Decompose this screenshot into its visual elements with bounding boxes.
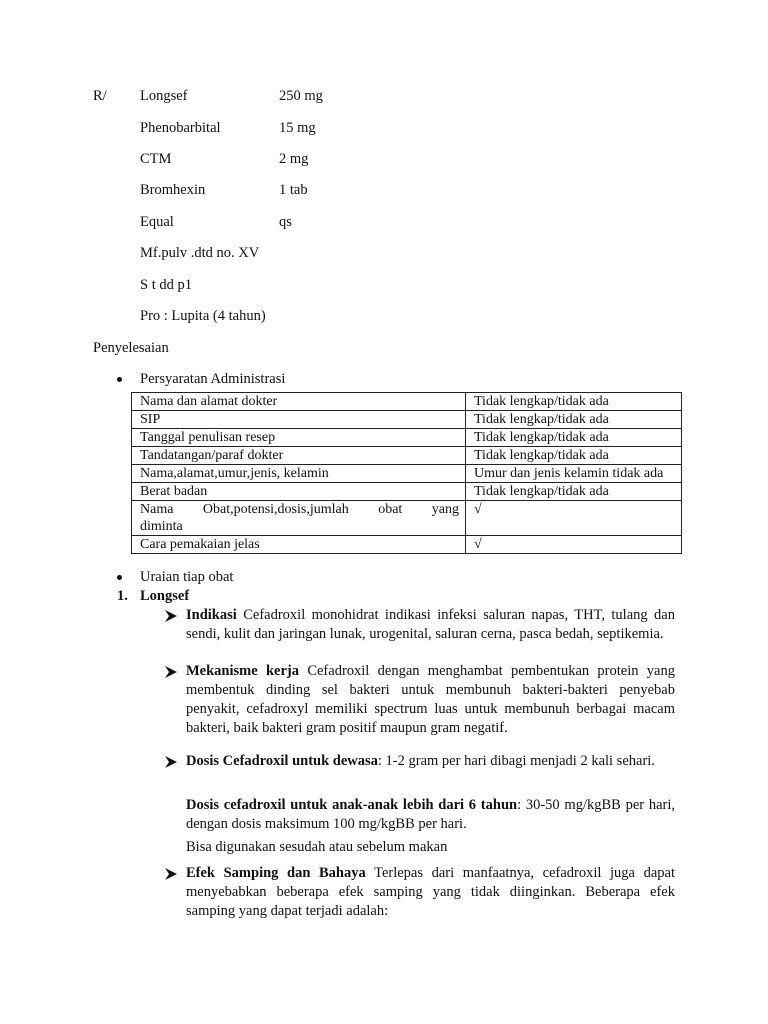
rx-item-dose: 250 mg [279,88,323,104]
rx-item-dose: 2 mg [279,151,309,167]
admin-requirements-table [131,392,682,554]
rx-patient: Pro : Lupita (4 tahun) [140,308,266,324]
table-cell-status: √ [466,536,682,554]
efek-samping-text: Terlepas dari manfaatnya, cefadroxil juga dapat menyebabkan beberapa efek samping yang tidak diinginkan. Beberapa efek samping yang dapat terjadi adalah: [186,865,675,919]
drug-section-title: Uraian tiap obat [140,569,234,585]
table-cell-item: Berat badan [132,483,466,501]
arrowhead-bullet-icon [164,755,178,769]
table-row [132,483,682,501]
arrowhead-bullet-icon [164,867,178,881]
table-cell-item: Nama dan alamat dokter [132,393,466,411]
rx-item-name: Bromhexin [140,182,206,198]
rx-item-name: CTM [140,151,172,167]
table-row [132,501,682,536]
rx-symbol: R/ [93,88,107,104]
table-cell-item: SIP [132,411,466,429]
indikasi-text: Cefadroxil monohidrat indikasi infeksi saluran napas, THT, tulang dan sendi, kulit dan jaringan lunak, urogenital, saluran cerna, pasca bedah, septikemia. [186,607,675,642]
dosis-anak-paragraph [186,796,675,834]
rx-item-dose: 15 mg [279,120,316,136]
table-cell-item-line: Nama Obat,potensi,dosis,jumlah obat yang [140,502,459,517]
rx-item-name: Longsef [140,88,188,104]
table-cell-item: Nama,alamat,umur,jenis, kelamin [132,465,466,483]
section-heading: Penyelesaian [93,340,169,356]
mekanisme-text: Cefadroxil dengan menghambat pembentukan protein yang membentuk dinding sel bakteri untuk membunuh bakteri-bakteri penyebab penyakit, cefadroxyl memiliki spectrum luas untuk membunuh berbagai macam bakteri, baik bakteri gram positif maupun gram negatif. [186,663,675,736]
rx-signa: S t dd p1 [140,277,192,293]
table-cell-item [132,501,466,536]
table-row [132,465,682,483]
usage-note: Bisa digunakan sesudah atau sebelum makan [186,839,448,855]
rx-item-dose: qs [279,214,292,230]
rx-compounding: Mf.pulv .dtd no. XV [140,245,260,261]
mekanisme-paragraph [186,662,675,738]
dosis-dewasa-paragraph [186,752,675,771]
table-cell-status: Tidak lengkap/tidak ada [466,429,682,447]
bullet-dot-icon [117,575,122,580]
table-row [132,536,682,554]
rx-item-dose: 1 tab [279,182,308,198]
indikasi-paragraph [186,606,675,644]
table-cell-status: Tidak lengkap/tidak ada [466,483,682,501]
table-cell-status: Tidak lengkap/tidak ada [466,447,682,465]
admin-title: Persyaratan Administrasi [140,371,286,387]
table-cell-status: Tidak lengkap/tidak ada [466,393,682,411]
efek-samping-paragraph [186,864,675,921]
dosis-anak-label: Dosis cefadroxil untuk anak-anak lebih dari 6 tahun [186,797,518,813]
rx-item-name: Equal [140,214,174,230]
dosis-dewasa-text: : 1-2 gram per hari dibagi menjadi 2 kali sehari. [377,753,655,769]
table-cell-item: Cara pemakaian jelas [132,536,466,554]
dosis-dewasa-label: Dosis Cefadroxil untuk dewasa [186,753,378,769]
dosis-anak-text: : 30-50 mg/kgBB per hari, dengan dosis maksimum 100 mg/kgBB per hari. [186,797,675,832]
drug-name: Longsef [140,588,190,604]
drug-number: 1. [117,588,128,604]
bullet-dot-icon [117,377,122,382]
table-row [132,447,682,465]
arrowhead-bullet-icon [164,665,178,679]
table-row [132,429,682,447]
table-row [132,393,682,411]
table-cell-status: √ [466,501,682,536]
table-row [132,411,682,429]
table-cell-item: Tanggal penulisan resep [132,429,466,447]
arrowhead-bullet-icon [164,609,178,623]
table-cell-status: Umur dan jenis kelamin tidak ada [466,465,682,483]
indikasi-label: Indikasi [186,607,237,623]
mekanisme-label: Mekanisme kerja [186,663,300,679]
efek-samping-label: Efek Samping dan Bahaya [186,865,366,881]
table-cell-item-line: diminta [140,519,183,534]
table-cell-item: Tandatangan/paraf dokter [132,447,466,465]
table-cell-status: Tidak lengkap/tidak ada [466,411,682,429]
rx-item-name: Phenobarbital [140,120,221,136]
